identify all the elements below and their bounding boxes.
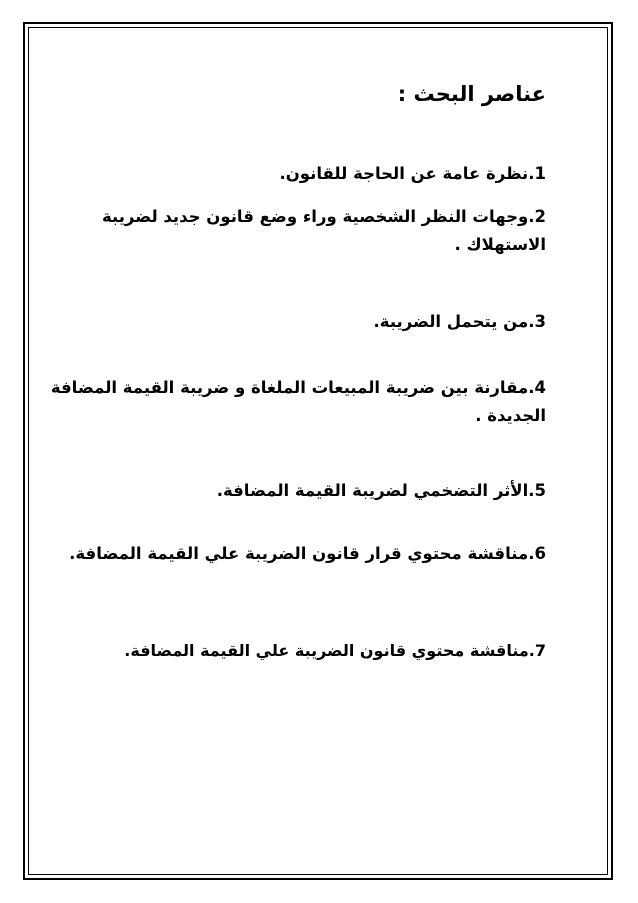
list-item-4 <box>51 374 546 430</box>
item-number: 2. <box>528 207 546 226</box>
item-text: مناقشة محتوي قانون الضريبة علي القيمة المضافة. <box>124 641 529 660</box>
item-number: 1. <box>528 164 546 183</box>
item-number: 4. <box>528 378 546 397</box>
item-text-continuation: الجديدة . <box>475 406 546 425</box>
item-text-continuation: الاستهلاك . <box>454 235 546 254</box>
section-heading: عناصر البحث : <box>397 82 546 106</box>
list-item-3 <box>373 308 546 336</box>
list-item-1 <box>279 160 546 188</box>
list-item-2 <box>102 203 546 259</box>
item-text: الأثر التضخمي لضريبة القيمة المضافة. <box>216 481 529 500</box>
list-item-7 <box>124 637 546 665</box>
item-text: من يتحمل الضريبة. <box>373 312 529 331</box>
item-text: نظرة عامة عن الحاجة للقانون. <box>279 164 529 183</box>
list-item-6 <box>69 540 546 568</box>
item-number: 7. <box>528 641 546 660</box>
item-number: 6. <box>528 544 546 563</box>
list-item-5 <box>217 477 546 505</box>
item-number: 5. <box>528 481 546 500</box>
document-body <box>50 0 546 903</box>
item-text: مناقشة محتوي قرار قانون الضريبة علي القيمة المضافة. <box>69 544 529 563</box>
item-number: 3. <box>528 312 546 331</box>
item-text: مقارنة بين ضريبة المبيعات الملغاة و ضريبة القيمة المضافة <box>50 378 529 397</box>
item-text: وجهات النظر الشخصية وراء وضع قانون جديد لضريبة <box>102 207 529 226</box>
